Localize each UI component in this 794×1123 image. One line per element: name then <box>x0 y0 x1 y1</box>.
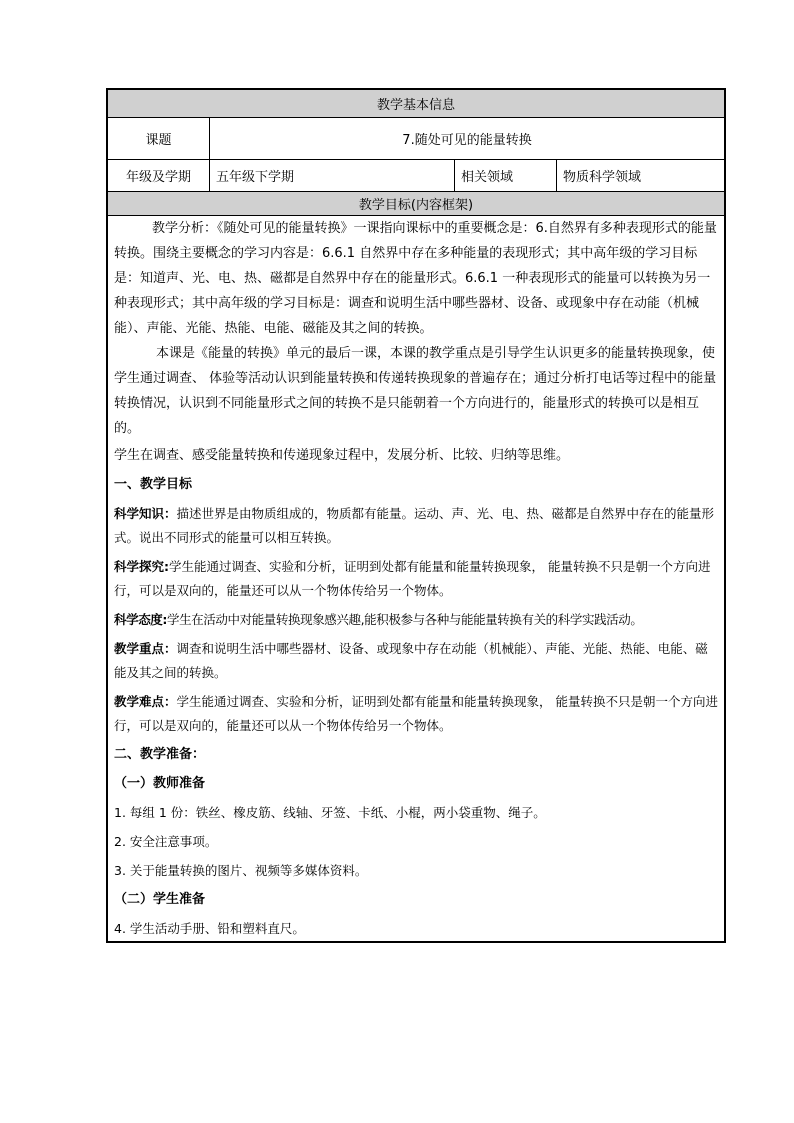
grade-label: 年级及学期 <box>108 160 210 192</box>
topic-value: 7.随处可见的能量转换 <box>210 118 725 160</box>
goal-framework-header: 教学目标(内容框架) <box>108 192 725 216</box>
teaching-difficulty <box>114 690 718 738</box>
goal-attitude <box>114 608 718 632</box>
analysis-paragraph-1: 教学分析：《随处可见的能量转换》一课指向课标中的重要概念是：6.自然界有多种表现形式的能量转换。围绕主要概念的学习内容是：6.6.1 自然界中存在多种能量的表现形式；其中高年级的学习目标是：知道声、光、电、热、磁都是自然界中存在的能量形式。6.6.1 一种表现形式的能量可以转换为另一种表现形式；其中高年级的学习目标是：调查和说明生活中哪些器材、设备、或现象中存在动能（机械能）、声能、光能、热能、电能、磁能及其之间的转换。 <box>114 221 717 336</box>
analysis-paragraph-3: 学生在调查、感受能量转换和传递现象过程中，发展分析、比较、归纳等思维。 <box>114 448 570 463</box>
prep-item-1: 1. 每组 1 份：铁丝、橡皮筋、线轴、牙签、卡纸、小棍，两小袋重物、绳子。 <box>114 805 546 820</box>
goal-attitude-text: 学生在活动中对能量转换现象感兴趣,能积极参与各种与能能量转换有关的科学实践活动。 <box>167 612 643 627</box>
teaching-focus-label: 教学重点： <box>114 641 177 656</box>
basic-info-table <box>107 89 725 942</box>
lesson-plan-table <box>106 88 726 943</box>
content-cell <box>108 216 725 942</box>
topic-label: 课题 <box>108 118 210 160</box>
teaching-focus <box>114 637 718 685</box>
section-heading-goals: 一、教学目标 <box>114 477 193 492</box>
subheading-teacher-prep: （一）教师准备 <box>114 776 206 791</box>
field-label: 相关领域 <box>455 160 557 192</box>
field-value: 物质科学领域 <box>557 160 725 192</box>
goal-knowledge <box>114 502 718 550</box>
goal-inquiry-text: 学生能通过调查、实验和分析，证明到处都有能量和能量转换现象， 能量转换不只是朝一个方向进行，可以是双向的，能量还可以从一个物体传给另一个物体。 <box>114 559 711 598</box>
goal-knowledge-text: 描述世界是由物质组成的，物质都有能量。运动、声、光、电、热、磁都是自然界中存在的能量形式。说出不同形式的能量可以相互转换。 <box>114 506 715 545</box>
goal-knowledge-label: 科学知识： <box>114 506 177 521</box>
teaching-difficulty-text: 学生能通过调查、实验和分析，证明到处都有能量和能量转换现象， 能量转换不只是朝一个方向进行，可以是双向的，能量还可以从一个物体传给另一个物体。 <box>114 694 718 733</box>
goal-inquiry-label: 科学探究: <box>114 559 169 574</box>
grade-value: 五年级下学期 <box>210 160 455 192</box>
prep-item-4: 4. 学生活动手册、铅和塑料直尺。 <box>114 921 305 936</box>
teaching-difficulty-label: 教学难点： <box>114 694 177 709</box>
goal-attitude-label: 科学态度: <box>114 612 167 627</box>
analysis-paragraph-2: 本课是《能量的转换》单元的最后一课，本课的教学重点是引导学生认识更多的能量转换现象，使学生通过调查、 体验等活动认识到能量转换和传递转换现象的普遍存在；通过分析打电话等过程中的能量转换情况，认识到不同能量形式之间的转换不是只能朝着一个方向进行的，能量形式的转换可以是相互的。 <box>114 346 717 436</box>
goal-inquiry <box>114 555 718 603</box>
subheading-student-prep: （二）学生准备 <box>114 892 206 907</box>
prep-item-3: 3. 关于能量转换的图片、视频等多媒体资料。 <box>114 863 368 878</box>
basic-info-header: 教学基本信息 <box>108 90 725 118</box>
teaching-focus-text: 调查和说明生活中哪些器材、设备、或现象中存在动能（机械能）、声能、光能、热能、电能、磁能及其之间的转换。 <box>114 641 708 680</box>
prep-item-2: 2. 安全注意事项。 <box>114 834 218 849</box>
section-heading-preparation: 二、教学准备： <box>114 747 206 762</box>
